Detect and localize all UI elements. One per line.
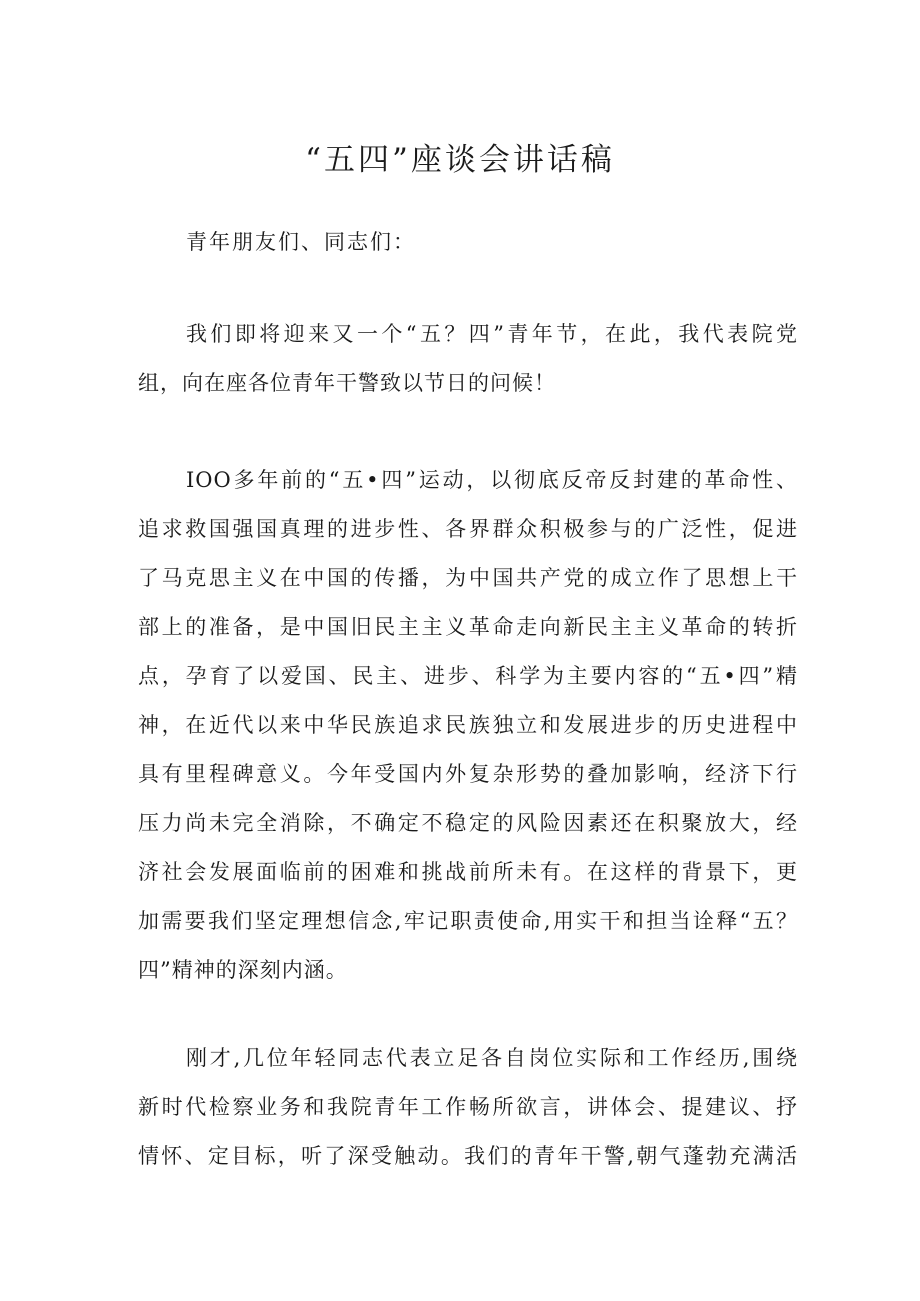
paragraph-history (138, 456, 798, 995)
paragraph-discussion (138, 1034, 798, 1181)
paragraph-line: 具有里程碑意义。今年受国内外复杂形势的叠加影响，经济下行 (138, 762, 798, 786)
paragraph-line: 组，向在座各位青年干警致以节日的问候！ (138, 371, 556, 395)
paragraph-line: 追求救国强国真理的进步性、各界群众积极参与的广泛性，促进 (138, 517, 798, 541)
paragraph-line: 压力尚未完全消除，不确定不稳定的风险因素还在积聚放大，经 (138, 811, 798, 835)
paragraph-line: 了马克思主义在中国的传播，为中国共产党的成立作了思想上干 (138, 566, 798, 590)
paragraph-greeting (138, 310, 798, 408)
paragraph-line: 部上的准备，是中国旧民主主义革命走向新民主主义革命的转折 (138, 615, 798, 639)
paragraph-line: 新时代检察业务和我院青年工作畅所欲言，讲体会、提建议、抒 (138, 1095, 798, 1119)
paragraph-line: 加需要我们坚定理想信念,牢记职责使命,用实干和担当诠释“五？ (138, 909, 798, 933)
paragraph-line: 我们即将迎来又一个“五？四”青年节，在此，我代表院党 (186, 322, 798, 346)
paragraph-line: 神，在近代以来中华民族追求民族独立和发展进步的历史进程中 (138, 713, 798, 737)
salutation: 青年朋友们、同志们： (186, 230, 416, 254)
document-title: “五四”座谈会讲话稿 (305, 142, 615, 178)
paragraph-line: 济社会发展面临前的困难和挑战前所未有。在这样的背景下，更 (138, 860, 798, 884)
paragraph-line: 情怀、定目标，听了深受触动。我们的青年干警,朝气蓬勃充满活 (138, 1144, 798, 1168)
paragraph-line: 刚才,几位年轻同志代表立足各自岗位实际和工作经历,围绕 (186, 1046, 798, 1070)
paragraph-line: 四”精神的深刻内涵。 (138, 958, 348, 982)
paragraph-line: IOO多年前的“五•四”运动，以彻底反帝反封建的革命性、 (186, 468, 798, 492)
paragraph-line: 点，孕育了以爱国、民主、进步、科学为主要内容的“五•四”精 (138, 664, 798, 688)
